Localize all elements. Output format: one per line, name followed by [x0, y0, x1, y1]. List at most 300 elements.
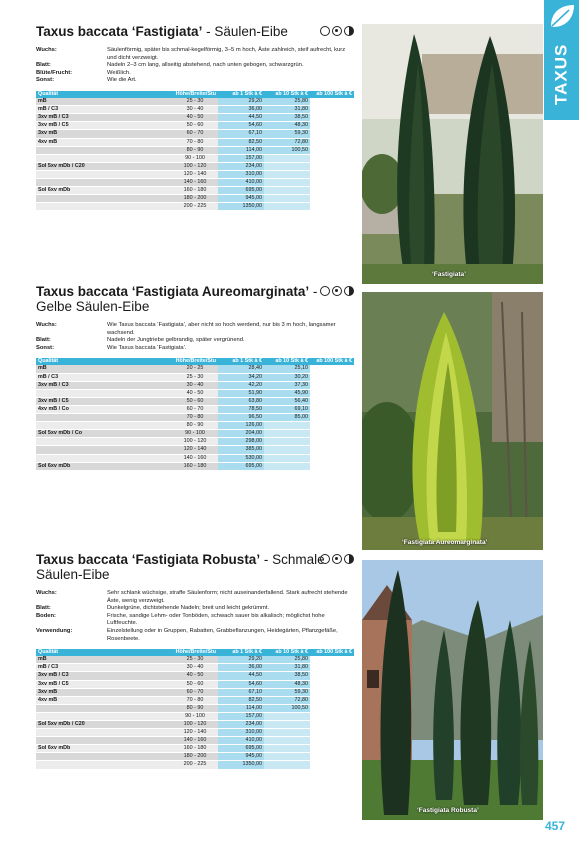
table-header: ab 10 Stk à € [264, 358, 310, 365]
property-value: Wie Taxus baccata ‘Fastigiata’, aber nicht so hoch werdend, nur bis 3 m hoch, langsamer wachsend. [107, 322, 336, 336]
table-cell [36, 704, 166, 712]
table-cell: 44,50 [218, 114, 264, 122]
table-cell: 72,80 [264, 696, 310, 704]
table-cell: 204,00 [218, 430, 264, 438]
property-row [36, 47, 354, 62]
table-row [36, 154, 354, 162]
table-cell [310, 721, 354, 729]
table-cell: 695,00 [218, 462, 264, 470]
table-cell: mB [36, 98, 166, 106]
table-cell: 3xv mB / C5 [36, 122, 166, 130]
table-cell: 54,60 [218, 122, 264, 130]
table-header: Qualität [36, 358, 166, 365]
property-value: Frische, sandige Lehm- oder Tonböden, schwach sauer bis alkalisch; möglichst hohe Luftfeuchte. [107, 612, 325, 627]
table-cell [310, 154, 354, 162]
table-cell: 120 - 140 [166, 729, 218, 737]
table-cell: 42,20 [218, 381, 264, 389]
table-cell [310, 729, 354, 737]
table-cell [310, 138, 354, 146]
table-cell: 385,00 [218, 446, 264, 454]
table-cell: 37,30 [264, 381, 310, 389]
table-cell: 100 - 120 [166, 721, 218, 729]
table-cell: 3xv mB / C3 [36, 114, 166, 122]
table-row [36, 721, 354, 729]
table-row [36, 704, 354, 712]
table-header: Qualität [36, 649, 166, 656]
table-cell [310, 170, 354, 178]
table-cell: 51,90 [218, 389, 264, 397]
product-section-fastigiata [36, 24, 354, 211]
table-row [36, 729, 354, 737]
partial-shade-icon [332, 554, 342, 564]
table-header: ab 1 Stk à € [218, 358, 264, 365]
table-header: Höhe/Breite/Stu [166, 358, 218, 365]
table-cell: 90 - 100 [166, 430, 218, 438]
table-cell [264, 454, 310, 462]
shade-icon [344, 286, 354, 296]
table-cell [36, 761, 166, 769]
partial-shade-icon [332, 26, 342, 36]
table-cell: 56,40 [264, 397, 310, 405]
property-row [36, 70, 354, 78]
table-cell: 4xv mB / Co [36, 405, 166, 413]
table-cell [264, 179, 310, 187]
property-key: Blatt: [36, 605, 51, 612]
table-cell: Sol 5xv mDb / Co [36, 430, 166, 438]
table-cell [310, 179, 354, 187]
table-cell: mB / C3 [36, 664, 166, 672]
price-table [36, 649, 354, 769]
table-cell [310, 98, 354, 106]
table-row [36, 397, 354, 405]
table-row [36, 737, 354, 745]
table-row [36, 696, 354, 704]
table-cell [264, 737, 310, 745]
property-row [36, 613, 354, 628]
price-table [36, 358, 354, 470]
table-cell [310, 365, 354, 373]
table-cell [310, 162, 354, 170]
property-value: Säulenförmig, später bis schmal-kegelförmig, 3–5 m hoch, Äste zahlreich, steif aufrecht, kurz und dicht verzweigt. [107, 47, 346, 61]
table-row [36, 195, 354, 203]
property-value: Weißlich. [107, 69, 131, 76]
property-key: Sonst: [36, 77, 55, 84]
table-row [36, 114, 354, 122]
table-cell: mB [36, 365, 166, 373]
table-cell: 160 - 180 [166, 187, 218, 195]
photo-caption: ‘Fastigiata Robusta’ [417, 807, 479, 814]
table-cell: 120 - 140 [166, 170, 218, 178]
property-key: Sonst: [36, 344, 55, 351]
table-cell: 60 - 70 [166, 130, 218, 138]
table-row [36, 98, 354, 106]
table-cell: 67,10 [218, 130, 264, 138]
page-number: 457 [544, 819, 565, 833]
table-cell [310, 704, 354, 712]
table-cell: 48,30 [264, 122, 310, 130]
table-cell: 4xv mB [36, 138, 166, 146]
property-value: Dunkelgrüne, dichtstehende Nadeln; breit und leicht gekrümmt. [107, 605, 270, 612]
table-row [36, 170, 354, 178]
table-cell: 40 - 50 [166, 672, 218, 680]
table-cell: 80 - 90 [166, 146, 218, 154]
table-cell [36, 195, 166, 203]
table-cell [264, 162, 310, 170]
site-symbols [320, 26, 354, 36]
table-cell [310, 761, 354, 769]
sun-icon [320, 286, 330, 296]
property-row [36, 590, 354, 605]
table-cell [36, 422, 166, 430]
property-row [36, 322, 354, 337]
table-cell: mB [36, 656, 166, 664]
table-header: ab 1 Stk à € [218, 649, 264, 656]
table-cell: 25 - 30 [166, 373, 218, 381]
table-cell [36, 146, 166, 154]
table-row [36, 761, 354, 769]
property-value: Wie Taxus baccata ‘Fastigiata’. [107, 344, 187, 351]
table-cell: 82,50 [218, 138, 264, 146]
property-value: Nadeln der Jungtriebe gelbrandig, später vergrünend. [107, 337, 245, 344]
table-cell: 3xv mB [36, 130, 166, 138]
table-cell [36, 179, 166, 187]
table-cell: 50 - 60 [166, 122, 218, 130]
property-key: Verwendung: [36, 627, 73, 634]
shade-icon [344, 554, 354, 564]
table-cell: 25 - 30 [166, 98, 218, 106]
table-cell [310, 745, 354, 753]
table-header: Qualität [36, 91, 166, 98]
table-cell: 96,50 [218, 414, 264, 422]
table-row [36, 422, 354, 430]
table-cell: 30 - 40 [166, 106, 218, 114]
table-cell [310, 422, 354, 430]
photo-image [362, 292, 543, 550]
table-cell [310, 753, 354, 761]
price-table [36, 91, 354, 211]
table-cell: 310,00 [218, 170, 264, 178]
site-symbols [320, 286, 354, 296]
table-cell: 25,80 [264, 656, 310, 664]
table-cell: 3xv mB / C3 [36, 672, 166, 680]
table-cell: 82,50 [218, 696, 264, 704]
property-row [36, 337, 354, 345]
table-row [36, 203, 354, 211]
table-row [36, 454, 354, 462]
table-row [36, 365, 354, 373]
product-photo-robusta [362, 560, 543, 820]
table-cell: 25,10 [264, 365, 310, 373]
table-cell: 695,00 [218, 187, 264, 195]
product-photo-aureomarginata [362, 292, 543, 550]
table-cell [264, 195, 310, 203]
table-cell: 157,00 [218, 712, 264, 720]
property-row [36, 77, 354, 85]
table-row [36, 130, 354, 138]
table-cell [310, 446, 354, 454]
photo-image [362, 560, 543, 820]
table-cell: 90 - 100 [166, 154, 218, 162]
table-cell [310, 672, 354, 680]
table-cell: 30 - 40 [166, 664, 218, 672]
table-cell [310, 405, 354, 413]
table-cell: 3xv mB [36, 688, 166, 696]
table-cell: 50 - 60 [166, 397, 218, 405]
table-cell: 695,00 [218, 745, 264, 753]
table-row [36, 664, 354, 672]
table-cell: 20 - 25 [166, 365, 218, 373]
table-cell: 3xv mB / C5 [36, 680, 166, 688]
table-row [36, 414, 354, 422]
table-cell: 3xv mB / C3 [36, 381, 166, 389]
table-row [36, 688, 354, 696]
table-cell: 1350,00 [218, 761, 264, 769]
tab-label: TAXUS [551, 43, 571, 105]
partial-shade-icon [332, 286, 342, 296]
table-cell: 29,20 [218, 656, 264, 664]
shade-icon [344, 26, 354, 36]
table-cell [264, 430, 310, 438]
table-cell: 80 - 90 [166, 422, 218, 430]
table-cell: 40 - 50 [166, 114, 218, 122]
table-row [36, 138, 354, 146]
table-cell [310, 373, 354, 381]
table-cell: 38,50 [264, 672, 310, 680]
table-cell: 140 - 160 [166, 179, 218, 187]
table-row [36, 438, 354, 446]
property-value: Sehr schlank wüchsige, straffe Säulenform; nicht auseinanderfallend. Stark aufrecht stehende Äste, wenig verzweigt. [107, 590, 348, 604]
table-cell: 30,20 [264, 373, 310, 381]
table-cell [310, 389, 354, 397]
table-cell: 945,00 [218, 753, 264, 761]
table-cell: 54,60 [218, 680, 264, 688]
table-row [36, 162, 354, 170]
table-cell: 200 - 225 [166, 761, 218, 769]
table-cell [264, 761, 310, 769]
table-cell: 945,00 [218, 195, 264, 203]
table-cell: 234,00 [218, 721, 264, 729]
table-cell: 410,00 [218, 179, 264, 187]
table-cell [310, 737, 354, 745]
property-value: Wie die Art. [107, 77, 137, 84]
table-header: Höhe/Breite/Stu [166, 91, 218, 98]
table-cell [310, 688, 354, 696]
product-properties [36, 590, 354, 643]
table-row [36, 656, 354, 664]
table-cell: 180 - 200 [166, 753, 218, 761]
table-cell [264, 422, 310, 430]
table-cell [264, 154, 310, 162]
site-symbols [320, 554, 354, 564]
table-row [36, 106, 354, 114]
table-cell: 36,00 [218, 106, 264, 114]
table-row [36, 179, 354, 187]
table-row [36, 753, 354, 761]
table-cell [36, 414, 166, 422]
table-cell: 67,10 [218, 688, 264, 696]
table-cell: 4xv mB [36, 696, 166, 704]
property-key: Blüte/Frucht: [36, 69, 73, 76]
leaf-icon [547, 2, 577, 30]
table-cell [36, 454, 166, 462]
table-cell: 25,80 [264, 98, 310, 106]
table-cell [36, 729, 166, 737]
table-cell: 70 - 80 [166, 414, 218, 422]
table-cell [264, 721, 310, 729]
table-cell [264, 187, 310, 195]
property-row [36, 345, 354, 353]
table-cell [310, 187, 354, 195]
table-cell: 410,00 [218, 737, 264, 745]
table-cell [310, 146, 354, 154]
table-cell: 114,00 [218, 146, 264, 154]
property-key: Blatt: [36, 62, 51, 69]
table-cell [264, 438, 310, 446]
table-cell [36, 154, 166, 162]
table-cell [310, 454, 354, 462]
table-cell: Sol 6xv mDb [36, 462, 166, 470]
table-cell: 100 - 120 [166, 162, 218, 170]
product-title: Taxus baccata ‘Fastigiata’ - Säulen-Eibe [36, 24, 288, 39]
table-header: ab 10 Stk à € [264, 649, 310, 656]
table-cell: 30 - 40 [166, 381, 218, 389]
table-cell: 100,50 [264, 704, 310, 712]
photo-caption: ‘Fastigiata’ [432, 271, 466, 278]
table-row [36, 446, 354, 454]
table-cell [264, 446, 310, 454]
table-cell: 31,80 [264, 664, 310, 672]
table-row [36, 672, 354, 680]
table-cell: 180 - 200 [166, 195, 218, 203]
table-cell: 120 - 140 [166, 446, 218, 454]
table-cell: mB / C3 [36, 106, 166, 114]
table-cell: 78,50 [218, 405, 264, 413]
table-cell: 63,80 [218, 397, 264, 405]
table-cell: Sol 6xv mDb [36, 745, 166, 753]
table-cell [264, 729, 310, 737]
table-cell [36, 753, 166, 761]
table-cell: 48,30 [264, 680, 310, 688]
table-cell: 69,10 [264, 405, 310, 413]
table-header: ab 100 Stk à € [310, 91, 354, 98]
table-cell [310, 114, 354, 122]
table-cell [310, 381, 354, 389]
table-cell: 160 - 180 [166, 462, 218, 470]
table-cell: 200 - 225 [166, 203, 218, 211]
table-cell: 70 - 80 [166, 138, 218, 146]
table-cell: 530,00 [218, 454, 264, 462]
table-cell [264, 170, 310, 178]
table-cell [264, 745, 310, 753]
table-cell [310, 106, 354, 114]
table-cell: 114,00 [218, 704, 264, 712]
table-cell: 36,00 [218, 664, 264, 672]
table-cell: 80 - 90 [166, 704, 218, 712]
table-cell [310, 712, 354, 720]
sun-icon [320, 554, 330, 564]
table-cell: 59,30 [264, 130, 310, 138]
table-cell [310, 122, 354, 130]
table-header: ab 100 Stk à € [310, 649, 354, 656]
table-cell [310, 397, 354, 405]
table-cell [310, 462, 354, 470]
table-cell: 59,30 [264, 688, 310, 696]
table-cell: 100,50 [264, 146, 310, 154]
table-cell: Sol 5xv mDb / C20 [36, 721, 166, 729]
property-row [36, 605, 354, 613]
table-cell: 72,80 [264, 138, 310, 146]
table-row [36, 373, 354, 381]
table-row [36, 680, 354, 688]
category-tab [544, 0, 579, 120]
table-cell [310, 664, 354, 672]
table-cell: 90 - 100 [166, 712, 218, 720]
table-cell [310, 195, 354, 203]
photo-caption: ‘Fastigiata Aureomarginata’ [402, 539, 488, 546]
table-header: Höhe/Breite/Stu [166, 649, 218, 656]
property-value: Nadeln 2–3 cm lang, allseitig abstehend, nach unten gebogen, schwarzgrün. [107, 62, 304, 69]
table-header: ab 10 Stk à € [264, 91, 310, 98]
table-cell: 126,00 [218, 422, 264, 430]
table-cell: Sol 5xv mDb / C20 [36, 162, 166, 170]
property-row [36, 628, 354, 643]
property-key: Wuchs: [36, 590, 57, 596]
product-properties [36, 322, 354, 352]
table-cell [310, 414, 354, 422]
photo-image [362, 24, 543, 284]
table-row [36, 187, 354, 195]
table-cell: 29,20 [218, 98, 264, 106]
product-title: Taxus baccata ‘Fastigiata Robusta’ - Schmale Säulen-Eibe [36, 552, 325, 582]
product-title: Taxus baccata ‘Fastigiata Aureomarginata’ - Gelbe Säulen-Eibe [36, 284, 318, 314]
table-cell [310, 680, 354, 688]
table-cell: 140 - 160 [166, 737, 218, 745]
table-header: ab 1 Stk à € [218, 91, 264, 98]
table-cell: 160 - 180 [166, 745, 218, 753]
table-cell: 70 - 80 [166, 696, 218, 704]
product-properties [36, 47, 354, 85]
table-cell: 31,80 [264, 106, 310, 114]
table-cell [310, 656, 354, 664]
table-cell: 310,00 [218, 729, 264, 737]
table-cell: mB / C3 [36, 373, 166, 381]
table-cell [310, 203, 354, 211]
table-row [36, 430, 354, 438]
table-cell [36, 203, 166, 211]
table-row [36, 146, 354, 154]
table-header: ab 100 Stk à € [310, 358, 354, 365]
table-cell: 60 - 70 [166, 688, 218, 696]
property-row [36, 62, 354, 70]
property-value: Einzelstellung oder in Gruppen, Rabatten, Grabbeflanzungen, Heidegärten, Pflanzgefäße, Rosenbeete. [107, 627, 338, 642]
product-section-robusta [36, 552, 354, 770]
table-row [36, 389, 354, 397]
property-key: Boden: [36, 612, 56, 619]
table-cell: 157,00 [218, 154, 264, 162]
table-cell: 38,50 [264, 114, 310, 122]
table-cell [36, 737, 166, 745]
sun-icon [320, 26, 330, 36]
table-cell [36, 446, 166, 454]
table-cell: 100 - 120 [166, 438, 218, 446]
table-cell: Sol 6xv mDb [36, 187, 166, 195]
table-cell [36, 389, 166, 397]
table-cell: 44,50 [218, 672, 264, 680]
table-row [36, 122, 354, 130]
table-cell: 1350,00 [218, 203, 264, 211]
table-cell: 60 - 70 [166, 405, 218, 413]
table-cell: 40 - 50 [166, 389, 218, 397]
